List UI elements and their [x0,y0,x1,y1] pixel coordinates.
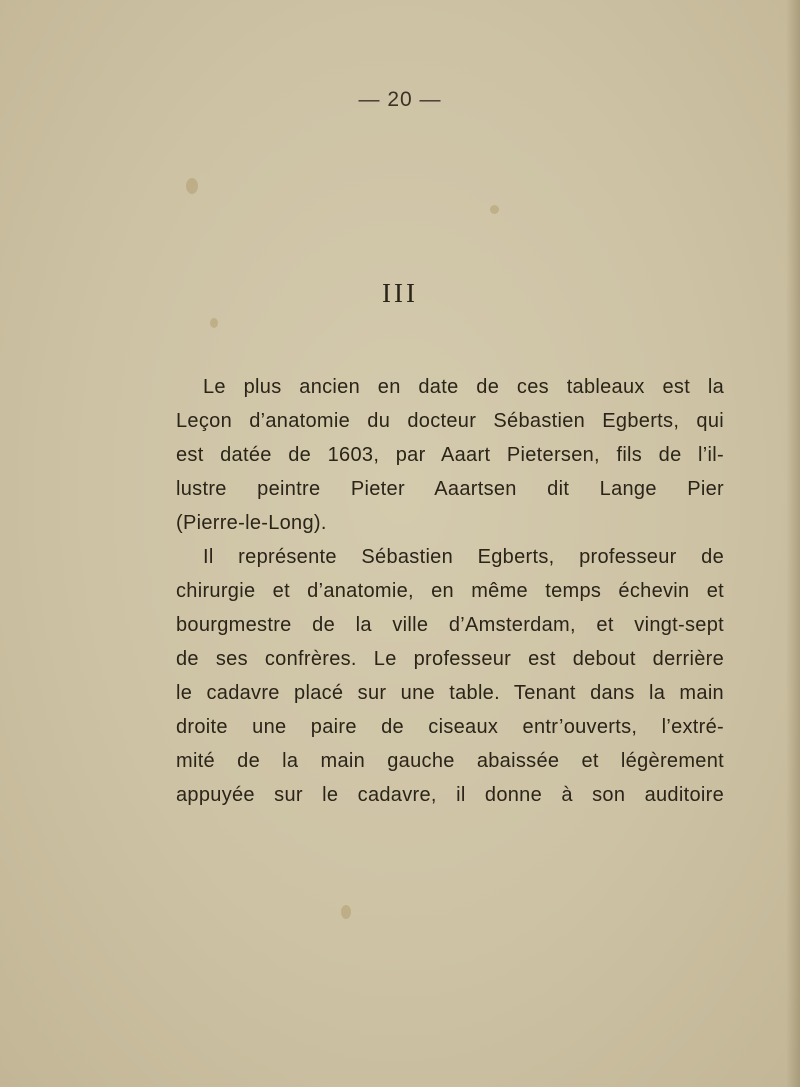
foxing-spot [210,318,218,328]
text-line: de ses confrères. Le professeur est debout derrière [176,648,724,670]
text-line: Il représente Sébastien Egberts, professeur de [203,546,724,568]
text-line: Le plus ancien en date de ces tableaux est la [203,376,724,398]
paragraph [176,370,724,540]
paragraph [176,540,724,812]
text-line: droite une paire de ciseaux entr’ouverts, l’extré- [176,716,724,738]
foxing-spot [490,205,499,214]
foxing-spot [186,178,198,194]
text-line: Leçon d’anatomie du docteur Sébastien Egberts, qui [176,410,724,432]
foxing-spot [341,905,351,919]
page-number: — 20 — [358,88,442,111]
text-line: (Pierre-le-Long). [176,512,327,534]
text-line: chirurgie et d’anatomie, en même temps échevin et [176,580,724,602]
text-line: lustre peintre Pieter Aaartsen dit Lange Pier [176,478,724,500]
chapter-heading: III [382,278,418,308]
text-line: est datée de 1603, par Aaart Pietersen, fils de l’il- [176,444,724,466]
text-line: le cadavre placé sur une table. Tenant dans la main [176,682,724,704]
text-line: bourgmestre de la ville d’Amsterdam, et vingt-sept [176,614,724,636]
body-text [176,370,724,812]
text-line: appuyée sur le cadavre, il donne à son auditoire [176,784,724,806]
page-edge-shadow [786,0,800,1087]
text-line: mité de la main gauche abaissée et légèrement [176,750,724,772]
